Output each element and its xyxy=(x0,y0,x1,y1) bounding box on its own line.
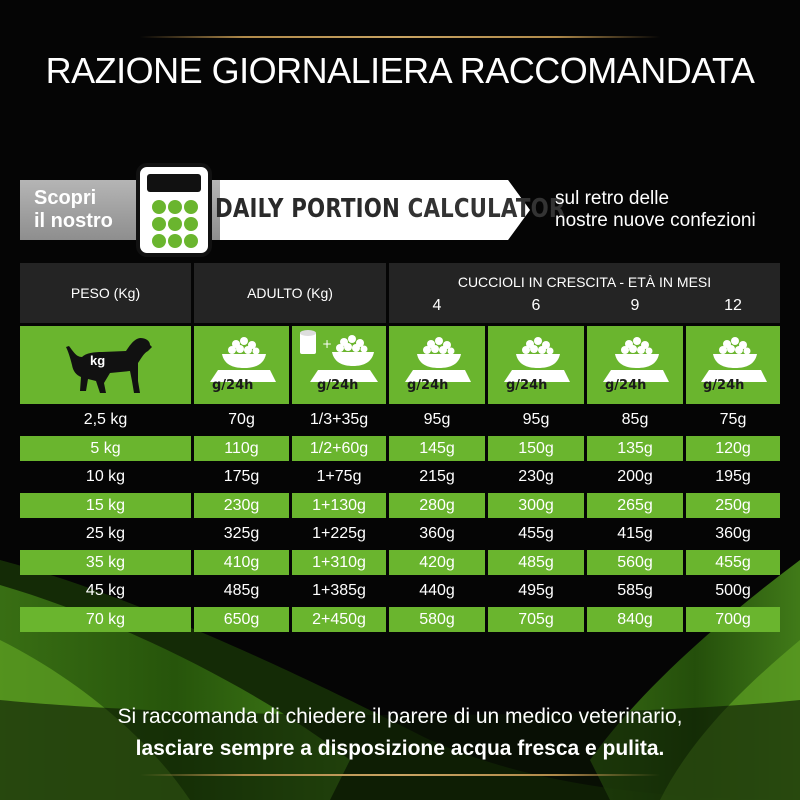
cell-puppy-12: 250g xyxy=(686,493,780,518)
cell-adulto-dry: 325g xyxy=(223,525,260,542)
scopri-line-1: Scopri xyxy=(34,187,97,209)
cell-puppy-9: 585g xyxy=(617,582,653,599)
food-bowl-scale-icon xyxy=(502,332,570,382)
per-day-label: g/24h xyxy=(703,378,745,393)
cell-adulto-wet-dry: 1+385g xyxy=(312,582,366,599)
cell-adulto-dry: 650g xyxy=(194,607,289,632)
svg-text:+: + xyxy=(322,337,333,351)
cell-puppy-4: 280g xyxy=(389,493,485,518)
per-day-label: g/24h xyxy=(317,378,359,393)
header-month-6: 6 xyxy=(531,297,541,314)
food-bowl-scale-icon xyxy=(601,332,669,382)
cell-puppy-6: 485g xyxy=(488,550,584,575)
header-cuccioli: CUCCIOLI IN CRESCITA - ETÀ IN MESI xyxy=(457,274,712,290)
cell-peso: 5 kg xyxy=(20,436,191,461)
daily-portion-calculator-logo-text xyxy=(215,194,565,224)
cell-peso: 45 kg xyxy=(85,582,126,599)
cell-puppy-6: 495g xyxy=(518,582,554,599)
cell-puppy-9: 85g xyxy=(621,411,649,428)
can-plus-bowl-scale-icon xyxy=(296,330,382,382)
icon-cell-dog xyxy=(20,326,191,404)
cell-adulto-wet-dry: 1+75g xyxy=(316,468,362,485)
cell-adulto-wet-dry: 1/3+35g xyxy=(309,411,369,428)
cell-puppy-12: 700g xyxy=(686,607,780,632)
header-peso: PESO (Kg) xyxy=(20,263,191,323)
cell-adulto-dry: 485g xyxy=(223,582,260,599)
dog-silhouette-icon xyxy=(64,333,154,397)
cell-adulto-dry: 70g xyxy=(228,411,255,428)
cell-puppy-6: 95g xyxy=(522,411,550,428)
cell-puppy-12: 500g xyxy=(715,582,751,599)
cell-puppy-9: 265g xyxy=(587,493,683,518)
cell-puppy-12: 195g xyxy=(715,468,751,485)
cell-adulto-wet-dry: 1+310g xyxy=(292,550,386,575)
cell-puppy-4: 440g xyxy=(419,582,455,599)
cell-puppy-4: 95g xyxy=(423,411,451,428)
cell-puppy-12: 360g xyxy=(715,525,751,542)
icon-cell-puppy-6 xyxy=(488,326,584,404)
cell-adulto-dry: 410g xyxy=(194,550,289,575)
daily-portion-calculator-banner xyxy=(20,180,566,240)
cell-puppy-12: 75g xyxy=(719,411,747,428)
cell-peso: 2,5 kg xyxy=(83,411,128,428)
per-day-label: g/24h xyxy=(506,378,548,393)
cell-adulto-wet-dry: 1+130g xyxy=(292,493,386,518)
cell-peso: 25 kg xyxy=(85,525,126,542)
icon-cell-puppy-9 xyxy=(587,326,683,404)
calculator-icon xyxy=(135,162,213,258)
cell-puppy-4: 420g xyxy=(389,550,485,575)
cell-adulto-wet-dry: 1/2+60g xyxy=(292,436,386,461)
cell-puppy-9: 415g xyxy=(617,525,653,542)
bottom-gold-rule xyxy=(140,774,660,776)
cell-puppy-4: 215g xyxy=(419,468,455,485)
banner-right-text xyxy=(555,188,756,232)
cell-adulto-dry: 230g xyxy=(194,493,289,518)
cell-puppy-4: 580g xyxy=(389,607,485,632)
cell-adulto-wet-dry: 1+225g xyxy=(312,525,366,542)
cell-puppy-9: 200g xyxy=(617,468,653,485)
cell-puppy-12: 455g xyxy=(686,550,780,575)
cell-puppy-4: 360g xyxy=(419,525,455,542)
cell-adulto-dry: 110g xyxy=(194,436,289,461)
footer-line-1: Si raccomanda di chiedere il parere di un medico veterinario, xyxy=(117,705,683,728)
banner-right-line-2: nostre nuove confezioni xyxy=(555,210,756,231)
scopri-line-2: il nostro xyxy=(34,210,113,232)
header-month-4: 4 xyxy=(432,297,442,314)
cell-peso: 70 kg xyxy=(20,607,191,632)
banner-scopri-text xyxy=(34,187,113,233)
dog-kg-label: kg xyxy=(90,353,106,368)
cell-puppy-4: 145g xyxy=(389,436,485,461)
cell-puppy-9: 135g xyxy=(587,436,683,461)
footer-line-2: lasciare sempre a disposizione acqua fresca e pulita. xyxy=(135,737,665,760)
icon-cell-adult-wet-dry xyxy=(292,326,386,404)
food-bowl-scale-icon xyxy=(208,332,276,382)
top-gold-rule xyxy=(140,36,660,38)
icon-cell-puppy-4 xyxy=(389,326,485,404)
cell-puppy-6: 300g xyxy=(488,493,584,518)
cell-peso: 15 kg xyxy=(20,493,191,518)
per-day-label: g/24h xyxy=(212,378,254,393)
cell-puppy-6: 230g xyxy=(518,468,554,485)
cell-adulto-dry: 175g xyxy=(223,468,260,485)
banner-right-line-1: sul retro delle xyxy=(555,188,670,209)
cell-puppy-9: 840g xyxy=(587,607,683,632)
food-bowl-scale-icon xyxy=(403,332,471,382)
cell-peso: 35 kg xyxy=(20,550,191,575)
cell-puppy-6: 705g xyxy=(488,607,584,632)
cell-puppy-6: 455g xyxy=(518,525,554,542)
cell-puppy-9: 560g xyxy=(587,550,683,575)
per-day-label: g/24h xyxy=(407,378,449,393)
cell-peso: 10 kg xyxy=(85,468,126,485)
header-month-12: 12 xyxy=(724,297,742,314)
header-month-9: 9 xyxy=(630,297,640,314)
cell-adulto-wet-dry: 2+450g xyxy=(292,607,386,632)
page-title: RAZIONE GIORNALIERA RACCOMANDATA xyxy=(45,50,755,91)
per-day-label: g/24h xyxy=(605,378,647,393)
cell-puppy-12: 120g xyxy=(686,436,780,461)
cell-puppy-6: 150g xyxy=(488,436,584,461)
header-adulto: ADULTO (Kg) xyxy=(194,263,386,323)
icon-cell-puppy-12 xyxy=(686,326,780,404)
food-bowl-scale-icon xyxy=(699,332,767,382)
calc-word-2: CALCULATOR xyxy=(407,194,566,224)
icon-cell-adult-dry xyxy=(194,326,289,404)
calc-word-1: DAILY PORTION xyxy=(215,194,408,224)
